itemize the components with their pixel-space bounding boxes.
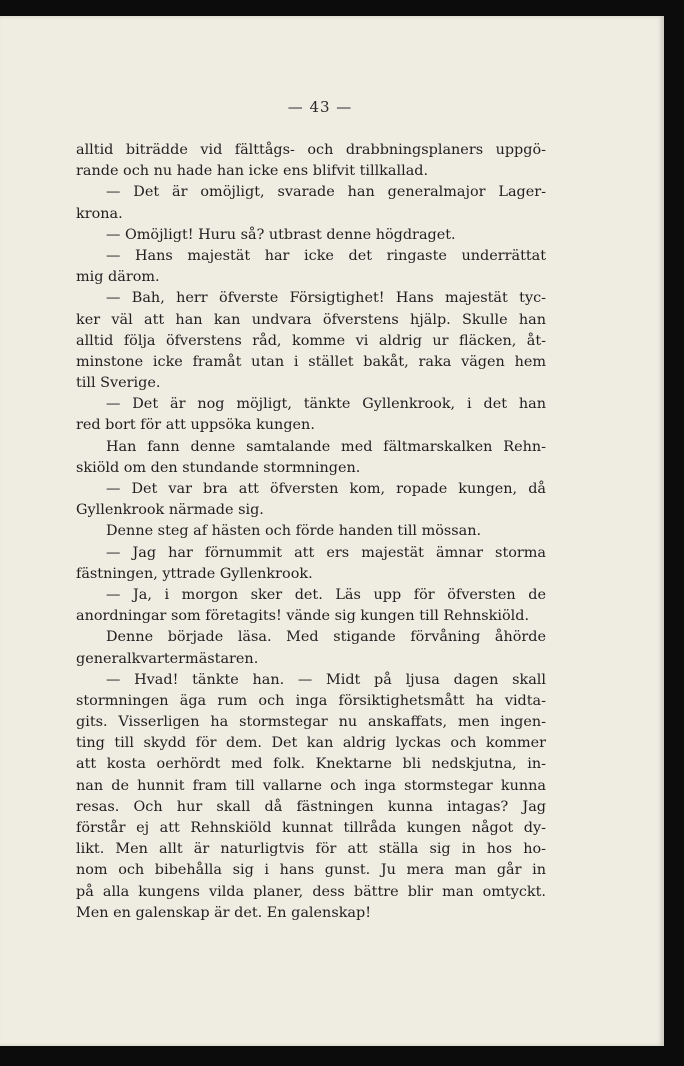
text-line: krona. bbox=[76, 205, 123, 222]
text-line: ker väl att han kan undvara öfverstens hjälp. Skulle han bbox=[76, 311, 546, 328]
text-line: — Hans majestät har icke det ringaste underrättat bbox=[106, 247, 546, 264]
text-line: Denne steg af hästen och förde handen till mössan. bbox=[106, 523, 482, 540]
text-line: Men en galenskap är det. En galenskap! bbox=[76, 904, 372, 921]
book-page bbox=[0, 16, 664, 1046]
text-line: nom och bibehålla sig i hans gunst. Ju mera man går in bbox=[76, 862, 546, 879]
text-line: minstone icke framåt utan i stället bakåt, raka vägen hem bbox=[76, 353, 546, 370]
text-line: ting till skydd för dem. Det kan aldrig lyckas och kommer bbox=[76, 735, 546, 752]
text-line: — Jag har förnummit att ers majestät ämnar storma bbox=[106, 544, 546, 561]
text-line: mig därom. bbox=[76, 269, 160, 286]
text-line: — Hvad! tänkte han. — Midt på ljusa dagen skall bbox=[106, 671, 546, 688]
text-line: resas. Och hur skall då fästningen kunna intagas? Jag bbox=[76, 798, 546, 815]
body-text bbox=[76, 140, 546, 924]
text-line: Denne började läsa. Med stigande förvåning åhörde bbox=[106, 629, 546, 646]
text-line: alltid följa öfverstens råd, komme vi aldrig ur fläcken, åt- bbox=[76, 332, 546, 349]
text-line: — Ja, i morgon sker det. Läs upp för öfversten de bbox=[106, 586, 546, 603]
text-line: alltid biträdde vid fälttågs- och drabbningsplaners uppgö- bbox=[76, 142, 546, 158]
text-line: — Omöjligt! Huru så? utbrast denne högdraget. bbox=[106, 226, 456, 243]
text-line: till Sverige. bbox=[76, 375, 161, 392]
text-line: — Det var bra att öfversten kom, ropade kungen, då bbox=[106, 481, 546, 497]
text-line: skiöld om den stundande stormningen. bbox=[76, 459, 361, 476]
text-line: fästningen, yttrade Gyllenkrook. bbox=[76, 565, 313, 582]
text-line: Gyllenkrook närmade sig. bbox=[76, 502, 264, 519]
text-line: anordningar som företagits! vände sig kungen till Rehnskiöld. bbox=[76, 608, 530, 625]
text-line: gits. Visserligen ha stormstegar nu anskaffats, men ingen- bbox=[76, 714, 546, 731]
text-line: nan de hunnit fram till vallarne och inga stormstegar kunna bbox=[76, 777, 546, 794]
text-line: stormningen äga rum och inga försiktighetsmått ha vidta- bbox=[76, 692, 546, 709]
text-line: Han fann denne samtalande med fältmarskalken Rehn- bbox=[106, 438, 546, 455]
text-line: generalkvartermästaren. bbox=[76, 650, 259, 667]
page-number: — 43 — bbox=[287, 98, 353, 116]
text-line: likt. Men allt är naturligtvis för att ställa sig in hos ho- bbox=[76, 841, 546, 858]
text-line: förstår ej att Rehnskiöld kunnat tillråda kungen något dy- bbox=[76, 820, 546, 836]
text-line: att kosta oerhördt med folk. Knektarne bli nedskjutna, in- bbox=[76, 756, 546, 773]
text-line: red bort för att uppsöka kungen. bbox=[76, 417, 315, 434]
text-line: — Bah, herr öfverste Försigtighet! Hans majestät tyc- bbox=[106, 290, 546, 307]
text-line: på alla kungens vilda planer, dess bättre blir man omtyckt. bbox=[76, 883, 546, 900]
text-line: — Det är nog möjligt, tänkte Gyllenkrook, i det han bbox=[106, 396, 546, 413]
text-line: rande och nu hade han icke ens blifvit tillkallad. bbox=[76, 163, 429, 180]
text-line: — Det är omöjligt, svarade han generalmajor Lager- bbox=[106, 184, 546, 201]
